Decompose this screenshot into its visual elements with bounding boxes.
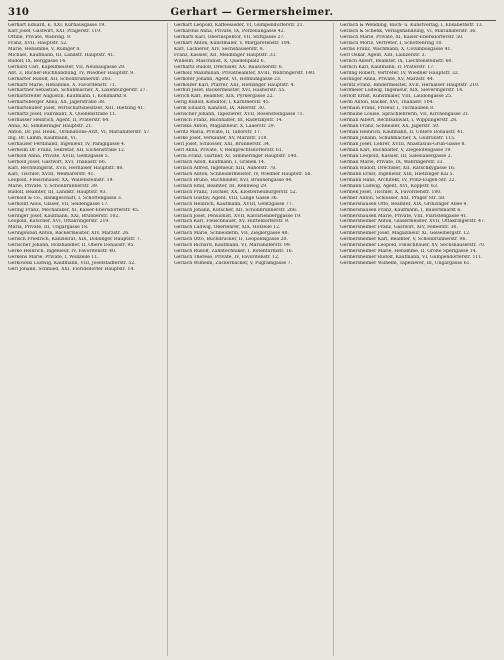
directory-entry: Gerlich Albert, Beamter, IX, Liechtensteinstr. 60. xyxy=(340,58,453,64)
directory-entry: Gerharter Rudolf, XII, Schönbrunnerstr. 203. xyxy=(8,76,112,82)
directory-entry: Gerhut Josef, Bäckermeister, XVI, Hasnerstr. 55. xyxy=(174,88,286,94)
directory-entry: Gerhold & Co., Bankgeschäft, I, Schottengasse 3. xyxy=(8,195,123,201)
directory-entry: Karl, Lackierer, XIV, Sechshauserstr. 8. xyxy=(174,46,265,52)
directory-entry: Germersheimer Leopold, Fleischhauer, XV, Sechshauserstr. 70. xyxy=(340,243,486,249)
directory-entry: Anton, Dr. pol. Heilk., Ordinations-Arzt, VI, Mariahilferstr. 57. xyxy=(8,130,151,136)
column-3 xyxy=(340,23,496,656)
directory-entry: Gerlach Otto, Buchdrucker, II, Leopoldsgasse 20. xyxy=(174,237,288,243)
directory-entry: Gerhard Carl, Kapellmeister, VII, Neubaugasse 29. xyxy=(8,64,126,70)
directory-entry: Gerisch Friedrich, Kanzleirat, XIX, Döblinger Hauptstr. 7. xyxy=(8,237,142,243)
directory-entry: Gerl Anna, Private, V, Reinprechtsdorferstr. 61. xyxy=(174,148,284,154)
directory-entry: Germer Anton, Schlosser, XXI, Prager Str. 58. xyxy=(340,195,446,201)
directory-entry: Gerlach Ludwig, Oberlehrer, XIX, Hofzeile 12. xyxy=(174,225,281,231)
entry-columns xyxy=(8,23,496,656)
directory-entry: Gerheim Dr. Franz, Sekretär, XII, Eichenstraße 12. xyxy=(8,148,126,154)
directory-entry: Germann Ludwig, Agent, XVI, Koppstr. 63. xyxy=(340,183,439,189)
running-title: Gerhart — Germersheimer. xyxy=(170,6,334,18)
column-1 xyxy=(8,23,168,656)
directory-entry: Gerke Heinrich, Ingenieur, IV, Favoritenstr. 40. xyxy=(8,249,117,255)
directory-entry: Gerlach & Schenk, Verlagshandlung, VI, Mariahilferstr. 36. xyxy=(340,28,477,34)
directory-entry: Gerlach Marie, Schneiderin, VII, Zieglergasse 48. xyxy=(174,231,289,237)
directory-entry: Gerlmeier Ludwig, Ingenieur, XIX, Sieveringerstr. 14. xyxy=(340,88,464,94)
directory-entry: Gerke Josef, Verkäufer, XV, Märzstr. 118. xyxy=(174,136,268,142)
directory-entry: Marie, Private, V, Schönbrunnerstr. 39. xyxy=(8,183,99,189)
directory-entry: Leopold, Fleischhauer, XX, Wallensteinstr. 19. xyxy=(8,177,114,183)
directory-entry: Gerkens Marie, Private, I, Wollzeile 11. xyxy=(8,255,99,261)
directory-entry: Gerischer Johann, Holzhändler, II, Obere Donaustr. 95. xyxy=(8,243,135,249)
directory-entry: German Marie, Private, IX, Währingerstr. 33. xyxy=(340,159,444,165)
directory-entry: Gerlinger Anna, Private, XV, Märzstr. 44. xyxy=(340,76,435,82)
directory-entry: Gerlach Alfred, Ingenieur, XIII, Auhofstr. 78. xyxy=(174,165,277,171)
directory-entry: Gerhartsberger Anna, XX, Jägerstraße 38. xyxy=(8,100,106,106)
directory-entry: Gerlach Bruno, Buchbinder, XVI, Brunnengasse 44. xyxy=(174,177,293,183)
directory-entry: Gerloff Ernst, Kunstmaler, VIII, Laudongasse 25. xyxy=(340,94,453,100)
directory-entry: Gerhartner Sebastian, Schuhmacher, X, Laxenburgerstr. 27. xyxy=(8,88,147,94)
directory-entry: Gerhartl Karl, Oberinspektor, VII, Stiftgasse 27. xyxy=(174,34,285,40)
directory-entry: Gerl Oskar, Agent, XIII, Lainzerstr. 3. xyxy=(340,52,426,58)
directory-entry: Karl, Tischler, XVIII, Weimarerstr. 41. xyxy=(8,171,95,177)
directory-entry: Gerholdt Alois, Glaser, VII, Seidengasse 17. xyxy=(8,201,109,207)
directory-entry: Wilhelm, Maschinist, X, Quellenplatz 6. xyxy=(174,58,265,64)
directory-entry: Germann Hans, Architekt, IV, Prinz-Eugen-Str. 22. xyxy=(340,177,456,183)
directory-entry: Gerischer Johann, Tapezierer, XVII, Rosensteingasse 71. xyxy=(174,112,304,118)
page-header xyxy=(8,4,496,21)
directory-entry: Gerla Franz, Gärtner, XI, Simmeringer Hauptstr. 140. xyxy=(174,153,298,159)
directory-entry: Gerhasser Heinrich, Agent, II, Praterstr. 64. xyxy=(8,118,110,124)
directory-entry: Germershausen Franz, Kaufmann, I, Bauernmarkt 6. xyxy=(340,207,462,213)
directory-entry: Rudolf, IX, Berggasse 14. xyxy=(8,58,67,64)
directory-entry: Geritz Maria, Private, II, Taborstr. 17. xyxy=(174,130,262,136)
directory-entry: Germershausen Marie, Private, VIII, Piaristengasse 41. xyxy=(340,213,468,219)
directory-entry: German Albert, Rechtsanwalt, I, Wipplingerstr. 28. xyxy=(340,118,458,124)
directory-entry: Gerhart Leopold, Kaffeesieder, VI, Gumpendorferstr. 21. xyxy=(174,23,304,28)
directory-entry: Gerhartsreiter Augustin, Kaufmann, I, Kohlmarkt 8. xyxy=(8,94,128,100)
directory-entry: Karl, Rechnungsrat, XVII, Hernalser Hauptstr. 88. xyxy=(8,165,124,171)
directory-entry: Gerlach Karl, Fleischhauer, XV, Hütteldorferstr. 9. xyxy=(174,219,290,225)
directory-entry: Gerholzer Karl, Pfarrer, XIII, Hietzinger Hauptstr. 4. xyxy=(174,82,295,88)
directory-entry: Gerlach Franz, Tischler, XX, Klosterneuburgerstr. 52. xyxy=(174,189,298,195)
directory-entry: German Leopold, Kassier, III, Salesianergasse 2. xyxy=(340,153,453,159)
directory-entry: Germersheimer Karl, Beamter, V, Schönbrunnerstr. 96. xyxy=(340,237,467,243)
directory-entry: Ing. Dr. Lamm, Kaufmann, VI. xyxy=(8,136,77,142)
directory-entry: Gerig Rudolf, Konditor, I, Kärntnerstr. 45. xyxy=(174,100,271,106)
directory-entry: Gerhartz Josef, Fabrikant, X, Quellenstraße 11. xyxy=(8,112,117,118)
directory-entry: Gerlach Emil, Beamter, III, Rennweg 29. xyxy=(174,183,268,189)
directory-entry: German Karl, Buchhalter, V, Ziegelofengasse 19. xyxy=(340,148,452,154)
directory-entry: Geringer Josef, Kaufmann, XXI, Brünnerstr. 102. xyxy=(8,213,120,219)
directory-entry: Germersheimer Wilhelm, Tapezierer, III, Ungargasse 61. xyxy=(340,261,471,267)
directory-entry: Gerlach Richard, Kaufmann, VI, Mariahilferstr. 99. xyxy=(174,243,292,249)
directory-entry: Germaine Louise, Sprachlehrerin, VII, Kirchengasse 31. xyxy=(340,112,470,118)
directory-entry: Marie, Hebamme, V, Rüdiger 8. xyxy=(8,46,81,52)
directory-entry: Gerhold Anna, Private, XVIII, Gentzgasse 5. xyxy=(8,153,110,159)
directory-entry: Germann Ernst, Ingenieur, XIII, Hietzinger Kai 5. xyxy=(340,171,454,177)
directory-entry: Gerlach Johann, Kutscher, XII, Schönbrunnerstr. 266. xyxy=(174,207,298,213)
column-2 xyxy=(174,23,334,656)
directory-entry: Gerlach & Wendling, Buch- u. Kunstverlag, I, Elisabethstr. 13. xyxy=(340,23,484,28)
directory-entry: Ottilie, Private, Währing. 9. xyxy=(8,34,72,40)
directory-entry: Gerhartshuber Josef, Wirtschaftsbesitzer, XIII, Hietzing 41. xyxy=(8,106,145,112)
directory-entry: Germek Josef, Tischler, X, Favoritenstr. 180. xyxy=(340,189,442,195)
directory-entry: Germersheimer Franz, Gastwirt, XIV, Felberstr. 30. xyxy=(340,225,458,231)
directory-entry: Karl Josef, Gastwirt, XXI, Pragerstr. 119. xyxy=(8,28,102,34)
directory-entry: Michael, Kaufmann, III, Landstr. Hauptstr. 41. xyxy=(8,52,115,58)
directory-entry: Gerkowski Ludwig, Kaufmann, VIII, Josefstädterstr. 52. xyxy=(8,261,136,267)
directory-entry: Gerhauser Ferdinand, Ingenieur, IV, Paniglgasse 4. xyxy=(8,142,126,148)
directory-entry: Gerlach Heinrich, Kaufmann, XVIII, Gentzgasse 77. xyxy=(174,201,294,207)
directory-entry: Gerik Eduard, Kanzlist, IX, Alserstr. 30. xyxy=(174,106,266,112)
directory-entry: Germersheimer Anton, Glasermeister, XVII, Ottakringerstr. 47. xyxy=(340,219,486,225)
directory-entry: Anna, XI, Simmeringer Hauptstr. 21. xyxy=(8,124,93,130)
directory-entry: Germersheimer Marie, Hebamme, II, Große Sperlgasse 14. xyxy=(340,249,477,255)
directory-entry: Germershausen Otto, Beamter, XIX, Grinzinger Allee 9. xyxy=(340,201,468,207)
directory-entry: Gering Franz, Mechaniker, XI, Kaiser-Ebersdorferstr. 45. xyxy=(8,207,140,213)
directory-entry: Gerhold Josef, Gastwirt, XVI, Thaliastr. 66. xyxy=(8,159,107,165)
directory-entry: Gerhardus Anna, Private, IX, Porzellangasse 42. xyxy=(174,28,286,34)
directory-entry: Gerlas Franz, Wachmann, X, Columbusgasse 41. xyxy=(340,46,452,52)
directory-entry: Gerlitz Franz, Bindermeister, XVII, Hernalser Hauptstr. 210. xyxy=(340,82,480,88)
directory-entry: Gerl Josef, Schlosser, XXI, Brünnerstr. 34. xyxy=(174,142,271,148)
directory-entry: Maria, Private, III, Ungargasse 18. xyxy=(8,225,89,231)
directory-entry: Gerl Johann, Schmied, XXI, Floridsdorfer Hauptstr. 14. xyxy=(8,267,135,273)
directory-entry: Gerhartl Marie, Hebamme, X, Favoritenstr. 71. xyxy=(8,82,117,88)
page-number: 310 xyxy=(8,6,29,18)
directory-entry: Gerhartz Rudolf, Drechsler, XX, Rauscherstr. 6. xyxy=(174,64,284,70)
directory-entry: Gerlach Josef, Pensionist, XVII, Kalvarienberggasse 19. xyxy=(174,213,302,219)
directory-entry: Gerisch Franz, Buchhalter, III, Radetzkystr. 14. xyxy=(174,118,284,124)
directory-entry: Gerlach Adolf, Kaufmann, I, Graben 14. xyxy=(174,159,266,165)
directory-entry: Rudolf, Beamter, III, Landstr. Hauptstr. 93. xyxy=(8,189,107,195)
directory-entry: Germain Franz, Friseur, I, Tuchlauben 8. xyxy=(340,106,435,112)
directory-entry: Gerlach Therese, Private, IV, Favoritenstr. 12. xyxy=(174,255,280,261)
directory-entry: Germersheimer Rudolf, Kaufmann, VI, Gumpendorferstr. 111. xyxy=(340,255,483,261)
directory-entry: Gerholz Maximilian, Privatbeamter, XVIII, Währingerstr. 140. xyxy=(174,70,316,76)
directory-entry: Gerlach Rudolf, Zahntechniker, I, Rotenturmstr. 16. xyxy=(174,249,294,255)
directory-entry: Gerlach Anton, Schneidermeister, IV, Wiedner Hauptstr. 56. xyxy=(174,171,312,177)
directory-entry: Franz, XVII, Hauptstr. 52. xyxy=(8,40,68,46)
directory-entry: German Heinrich, Kaufmann, II, Untere Donaustr. 41. xyxy=(340,130,465,136)
directory-entry: Gerhart Eduard, E. XXI, Kurhausgasse 19. xyxy=(8,23,106,28)
directory-entry: German Rudolf, Drechsler, XII, Ratschkygasse 16. xyxy=(340,165,456,171)
directory-entry: Leopold, Kutscher, XVI, Ottakringerstr. 219. xyxy=(8,219,110,225)
directory-entry: Abt. 3, Bücher-Buchhandlung, IV, Wiedner Hauptstr. 9. xyxy=(8,70,135,76)
directory-entry: Gerlach Moriz, Vertreter, I, Schottenring 10. xyxy=(340,40,443,46)
directory-entry: German Franz, Schneider, XX, Jägerstr. 50. xyxy=(340,124,440,130)
directory-entry: Germ Anton, Bäcker, XVI, Thaliastr. 104. xyxy=(340,100,434,106)
directory-entry: Gerling Robert, Vertreter, IV, Wiedner Hauptstr. 32. xyxy=(340,70,460,76)
directory-entry: German Josef, Lehrer, XVIII, Anastasius-Grün-Gasse 8. xyxy=(340,142,466,148)
directory-entry: Gerhart Anton, Kunstmaler, V, Margaretenstr. 104. xyxy=(174,40,291,46)
directory-entry: Germersheimer Josef, Magazineur, XI, Geiselbergstr. 12. xyxy=(340,231,471,237)
directory-entry: Gerich Karl, Beamter, XIX, Pyrkergasse 22. xyxy=(174,94,274,100)
directory-entry: Franz, Kassier, XII, Meidlinger Hauptstr. 33. xyxy=(174,52,277,58)
directory-entry: Geringswald Anton, Bäckermeister, XIV, Märzstr. 26. xyxy=(8,231,130,237)
directory-entry: German Johann, Schuhmacher, X, Gudrunstr. 115. xyxy=(340,136,456,142)
directory-entry: Gerlach Marie, Private, XI, Kaiser-Ebersdorferstr. 50. xyxy=(340,34,464,40)
directory-entry: Gerlach Gustav, Agent, VIII, Lange Gasse 36. xyxy=(174,195,279,201)
directory-entry: Geriska Anton, Magazineur, X, Laaerstr. 29. xyxy=(174,124,276,130)
directory-entry: Gerlach Wilhelm, Zuckerbäcker, V, Pilgramgasse 7. xyxy=(174,261,293,267)
directory-entry: Gerhofer Johann, Agent, VI, Hofmühlgasse 23. xyxy=(174,76,282,82)
directory-entry: Gerlich Karl, Kaufmann, II, Praterstr. 17. xyxy=(340,64,435,70)
